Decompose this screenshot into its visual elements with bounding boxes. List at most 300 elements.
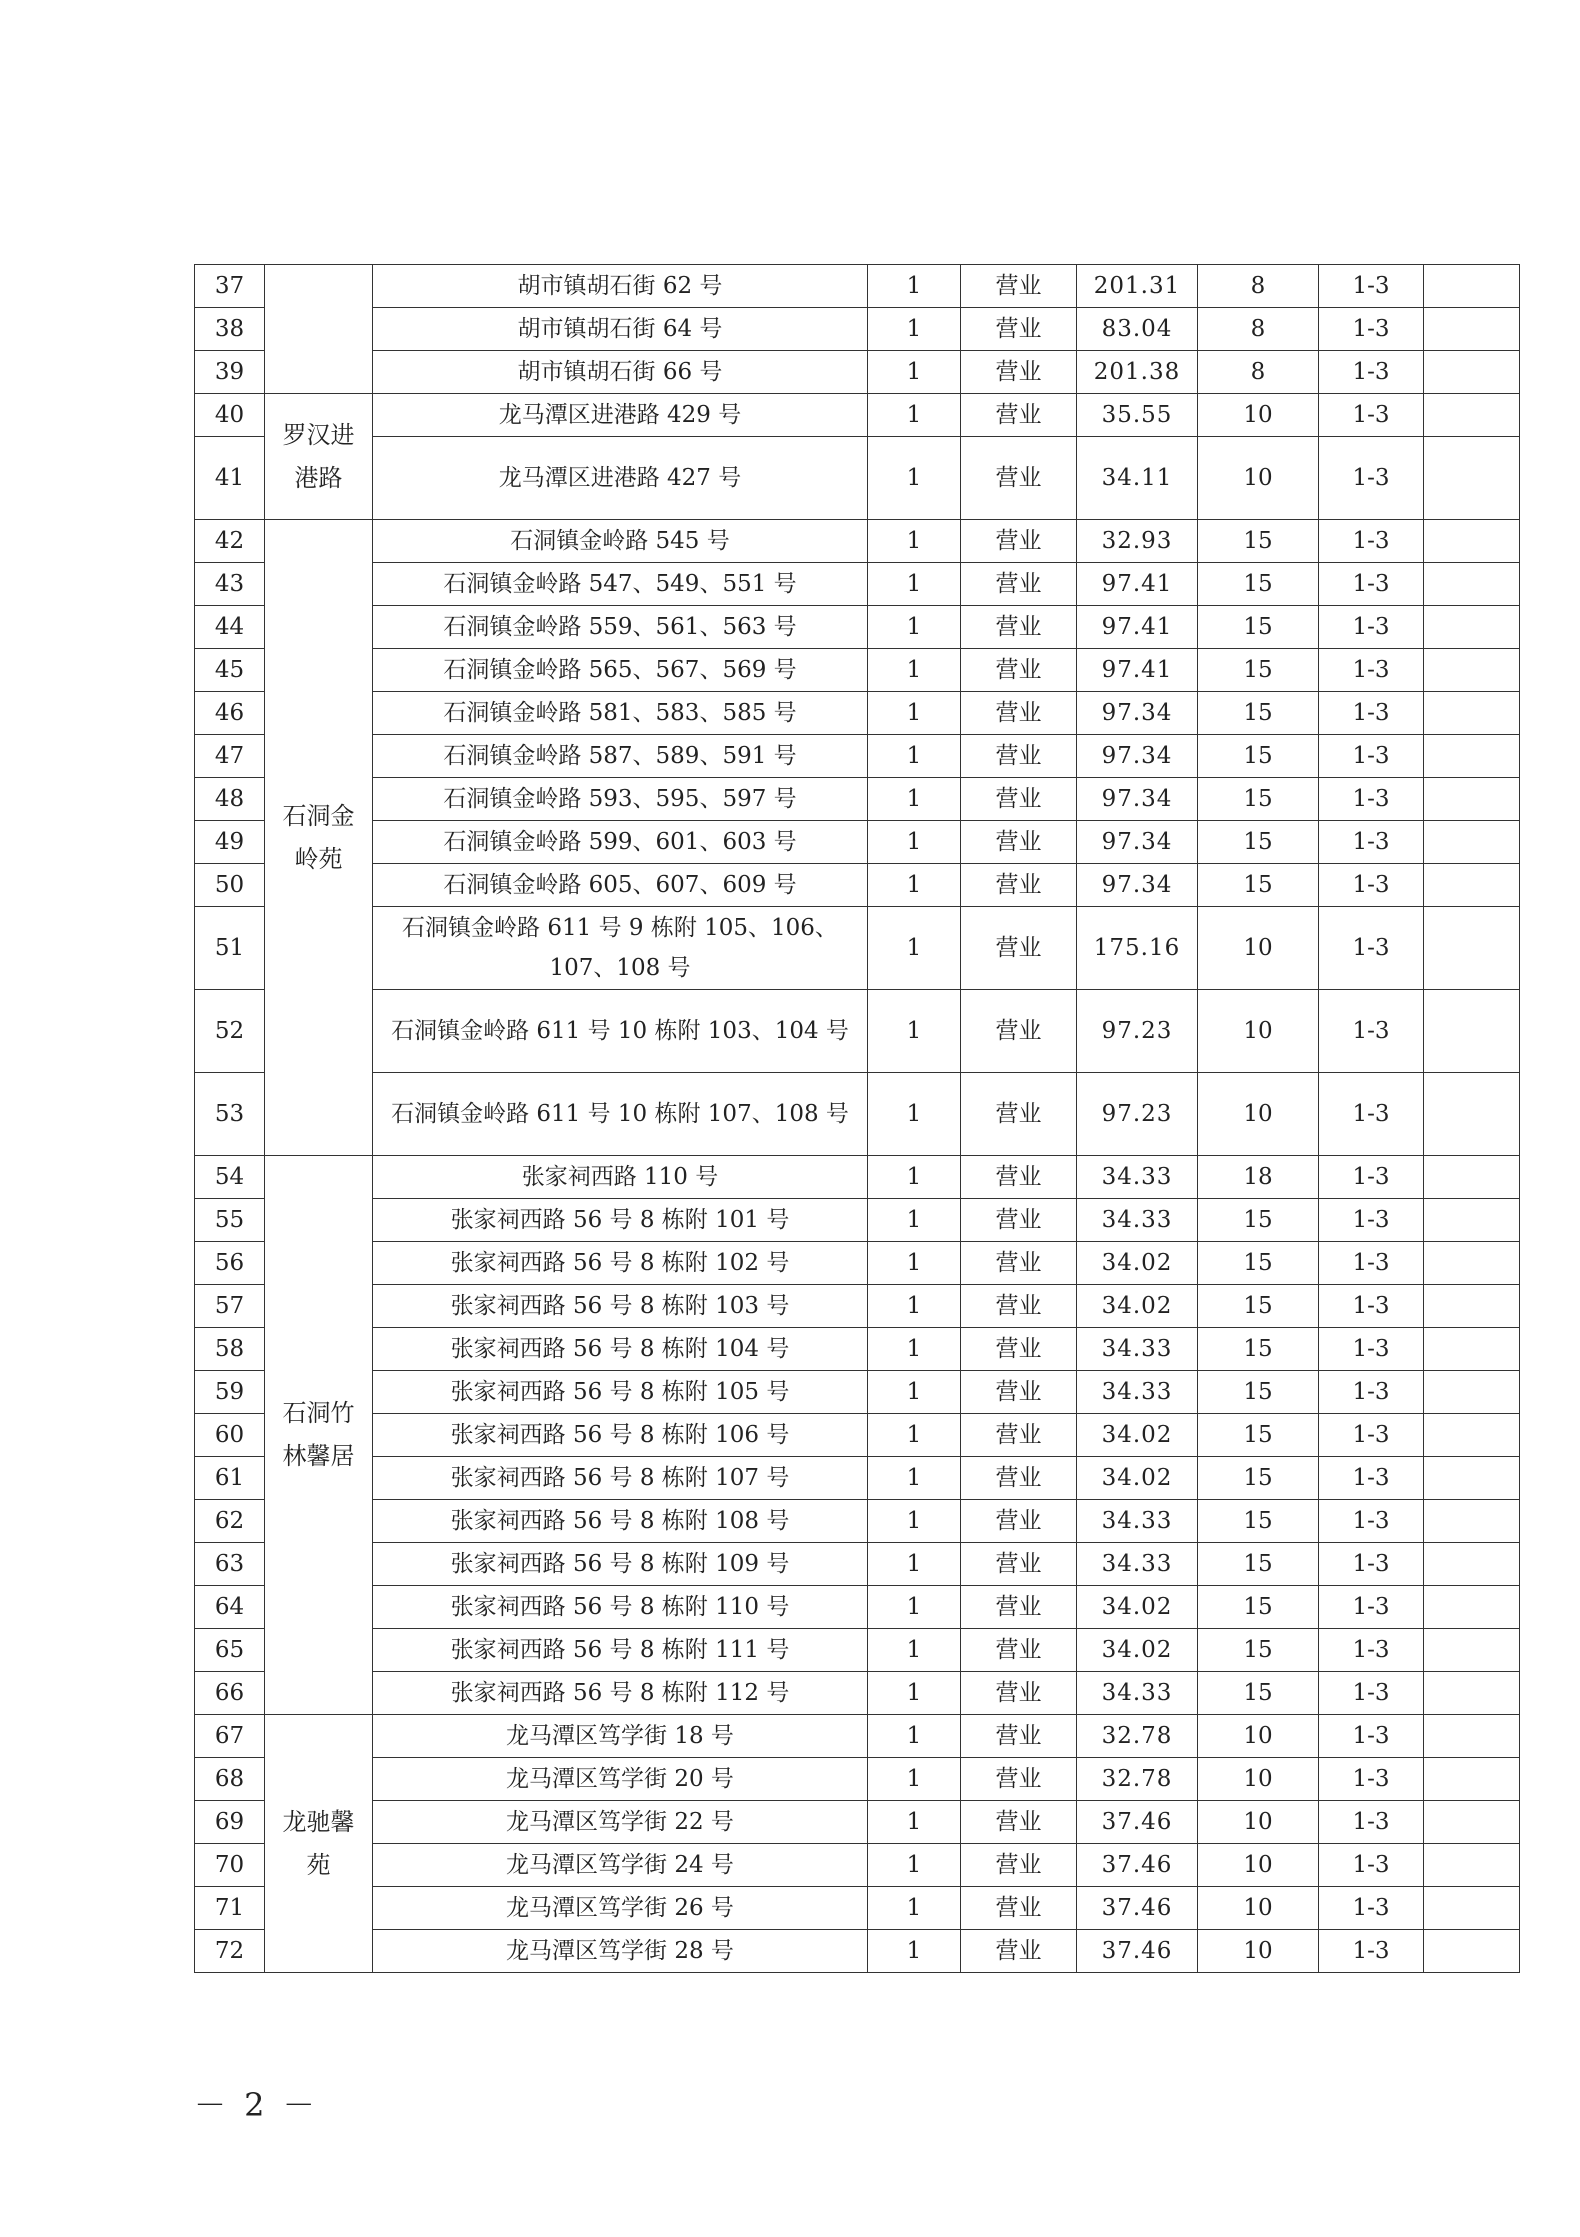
quantity-cell: 1 bbox=[868, 1414, 961, 1457]
rent-cell: 15 bbox=[1198, 1371, 1319, 1414]
table-row bbox=[195, 606, 1520, 649]
term-cell: 1-3 bbox=[1319, 1156, 1424, 1199]
term-cell: 1-3 bbox=[1319, 1629, 1424, 1672]
row-number-cell: 40 bbox=[195, 394, 265, 437]
area-cell: 97.34 bbox=[1077, 692, 1198, 735]
group-name-cell bbox=[265, 265, 373, 394]
rent-cell: 15 bbox=[1198, 1672, 1319, 1715]
usage-cell: 营业 bbox=[961, 1887, 1077, 1930]
address-cell: 石洞镇金岭路 547、549、551 号 bbox=[373, 563, 868, 606]
quantity-cell: 1 bbox=[868, 864, 961, 907]
table-row bbox=[195, 1242, 1520, 1285]
address-cell: 张家祠西路 56 号 8 栋附 109 号 bbox=[373, 1543, 868, 1586]
row-number-cell: 63 bbox=[195, 1543, 265, 1586]
row-number-cell: 65 bbox=[195, 1629, 265, 1672]
term-cell: 1-3 bbox=[1319, 649, 1424, 692]
row-number-cell: 53 bbox=[195, 1073, 265, 1156]
usage-cell: 营业 bbox=[961, 1715, 1077, 1758]
usage-cell: 营业 bbox=[961, 1758, 1077, 1801]
rent-cell: 15 bbox=[1198, 649, 1319, 692]
row-number-cell: 49 bbox=[195, 821, 265, 864]
rent-cell: 8 bbox=[1198, 265, 1319, 308]
table-row bbox=[195, 437, 1520, 520]
usage-cell: 营业 bbox=[961, 1328, 1077, 1371]
note-cell bbox=[1424, 520, 1520, 563]
rent-cell: 15 bbox=[1198, 606, 1319, 649]
address-cell: 张家祠西路 56 号 8 栋附 103 号 bbox=[373, 1285, 868, 1328]
row-number-cell: 51 bbox=[195, 907, 265, 990]
table-row bbox=[195, 778, 1520, 821]
rent-cell: 10 bbox=[1198, 1887, 1319, 1930]
term-cell: 1-3 bbox=[1319, 1844, 1424, 1887]
address-cell: 龙马潭区笃学街 22 号 bbox=[373, 1801, 868, 1844]
area-cell: 37.46 bbox=[1077, 1801, 1198, 1844]
address-cell: 张家祠西路 56 号 8 栋附 110 号 bbox=[373, 1586, 868, 1629]
term-cell: 1-3 bbox=[1319, 778, 1424, 821]
address-cell: 石洞镇金岭路 559、561、563 号 bbox=[373, 606, 868, 649]
row-number-cell: 64 bbox=[195, 1586, 265, 1629]
area-cell: 97.23 bbox=[1077, 990, 1198, 1073]
area-cell: 97.34 bbox=[1077, 778, 1198, 821]
usage-cell: 营业 bbox=[961, 563, 1077, 606]
usage-cell: 营业 bbox=[961, 1242, 1077, 1285]
note-cell bbox=[1424, 1457, 1520, 1500]
note-cell bbox=[1424, 990, 1520, 1073]
quantity-cell: 1 bbox=[868, 351, 961, 394]
area-cell: 34.02 bbox=[1077, 1586, 1198, 1629]
rent-cell: 10 bbox=[1198, 1801, 1319, 1844]
term-cell: 1-3 bbox=[1319, 1930, 1424, 1973]
address-cell: 龙马潭区进港路 429 号 bbox=[373, 394, 868, 437]
usage-cell: 营业 bbox=[961, 606, 1077, 649]
area-cell: 35.55 bbox=[1077, 394, 1198, 437]
table-row bbox=[195, 1930, 1520, 1973]
rent-cell: 10 bbox=[1198, 1844, 1319, 1887]
rent-cell: 15 bbox=[1198, 1328, 1319, 1371]
table-row bbox=[195, 735, 1520, 778]
term-cell: 1-3 bbox=[1319, 1199, 1424, 1242]
rent-cell: 15 bbox=[1198, 1199, 1319, 1242]
address-cell: 张家祠西路 56 号 8 栋附 112 号 bbox=[373, 1672, 868, 1715]
note-cell bbox=[1424, 692, 1520, 735]
term-cell: 1-3 bbox=[1319, 1285, 1424, 1328]
note-cell bbox=[1424, 1371, 1520, 1414]
note-cell bbox=[1424, 1758, 1520, 1801]
row-number-cell: 57 bbox=[195, 1285, 265, 1328]
usage-cell: 营业 bbox=[961, 649, 1077, 692]
table-row bbox=[195, 1629, 1520, 1672]
term-cell: 1-3 bbox=[1319, 1672, 1424, 1715]
term-cell: 1-3 bbox=[1319, 735, 1424, 778]
table-row bbox=[195, 265, 1520, 308]
address-cell: 石洞镇金岭路 611 号 10 栋附 103、104 号 bbox=[373, 990, 868, 1073]
quantity-cell: 1 bbox=[868, 1242, 961, 1285]
group-name-cell: 龙驰馨苑 bbox=[265, 1715, 373, 1973]
usage-cell: 营业 bbox=[961, 907, 1077, 990]
area-cell: 32.78 bbox=[1077, 1715, 1198, 1758]
usage-cell: 营业 bbox=[961, 1156, 1077, 1199]
area-cell: 34.33 bbox=[1077, 1328, 1198, 1371]
term-cell: 1-3 bbox=[1319, 265, 1424, 308]
table-row bbox=[195, 821, 1520, 864]
note-cell bbox=[1424, 1672, 1520, 1715]
usage-cell: 营业 bbox=[961, 308, 1077, 351]
area-cell: 34.02 bbox=[1077, 1457, 1198, 1500]
row-number-cell: 60 bbox=[195, 1414, 265, 1457]
note-cell bbox=[1424, 649, 1520, 692]
quantity-cell: 1 bbox=[868, 520, 961, 563]
term-cell: 1-3 bbox=[1319, 821, 1424, 864]
address-cell: 龙马潭区笃学街 26 号 bbox=[373, 1887, 868, 1930]
area-cell: 97.41 bbox=[1077, 563, 1198, 606]
row-number-cell: 52 bbox=[195, 990, 265, 1073]
area-cell: 34.02 bbox=[1077, 1285, 1198, 1328]
term-cell: 1-3 bbox=[1319, 394, 1424, 437]
row-number-cell: 68 bbox=[195, 1758, 265, 1801]
usage-cell: 营业 bbox=[961, 1930, 1077, 1973]
rent-cell: 15 bbox=[1198, 821, 1319, 864]
usage-cell: 营业 bbox=[961, 1586, 1077, 1629]
row-number-cell: 47 bbox=[195, 735, 265, 778]
area-cell: 97.41 bbox=[1077, 649, 1198, 692]
address-cell: 石洞镇金岭路 565、567、569 号 bbox=[373, 649, 868, 692]
note-cell bbox=[1424, 1586, 1520, 1629]
usage-cell: 营业 bbox=[961, 1500, 1077, 1543]
address-cell: 胡市镇胡石街 62 号 bbox=[373, 265, 868, 308]
usage-cell: 营业 bbox=[961, 1844, 1077, 1887]
term-cell: 1-3 bbox=[1319, 1500, 1424, 1543]
address-cell: 龙马潭区笃学街 20 号 bbox=[373, 1758, 868, 1801]
row-number-cell: 67 bbox=[195, 1715, 265, 1758]
quantity-cell: 1 bbox=[868, 308, 961, 351]
note-cell bbox=[1424, 606, 1520, 649]
quantity-cell: 1 bbox=[868, 1328, 961, 1371]
rent-cell: 10 bbox=[1198, 907, 1319, 990]
row-number-cell: 37 bbox=[195, 265, 265, 308]
area-cell: 34.02 bbox=[1077, 1629, 1198, 1672]
quantity-cell: 1 bbox=[868, 1586, 961, 1629]
row-number-cell: 46 bbox=[195, 692, 265, 735]
quantity-cell: 1 bbox=[868, 1715, 961, 1758]
rent-cell: 15 bbox=[1198, 778, 1319, 821]
note-cell bbox=[1424, 907, 1520, 990]
row-number-cell: 61 bbox=[195, 1457, 265, 1500]
quantity-cell: 1 bbox=[868, 821, 961, 864]
rent-cell: 10 bbox=[1198, 1073, 1319, 1156]
note-cell bbox=[1424, 1285, 1520, 1328]
note-cell bbox=[1424, 437, 1520, 520]
area-cell: 37.46 bbox=[1077, 1930, 1198, 1973]
row-number-cell: 41 bbox=[195, 437, 265, 520]
usage-cell: 营业 bbox=[961, 735, 1077, 778]
area-cell: 201.38 bbox=[1077, 351, 1198, 394]
note-cell bbox=[1424, 1715, 1520, 1758]
quantity-cell: 1 bbox=[868, 1543, 961, 1586]
area-cell: 34.33 bbox=[1077, 1371, 1198, 1414]
table-row bbox=[195, 351, 1520, 394]
quantity-cell: 1 bbox=[868, 1457, 961, 1500]
address-cell: 石洞镇金岭路 599、601、603 号 bbox=[373, 821, 868, 864]
quantity-cell: 1 bbox=[868, 265, 961, 308]
table-row bbox=[195, 1844, 1520, 1887]
rent-cell: 10 bbox=[1198, 394, 1319, 437]
usage-cell: 营业 bbox=[961, 1371, 1077, 1414]
area-cell: 97.34 bbox=[1077, 735, 1198, 778]
quantity-cell: 1 bbox=[868, 1156, 961, 1199]
usage-cell: 营业 bbox=[961, 1801, 1077, 1844]
address-cell: 张家祠西路 56 号 8 栋附 111 号 bbox=[373, 1629, 868, 1672]
note-cell bbox=[1424, 1844, 1520, 1887]
area-cell: 34.33 bbox=[1077, 1672, 1198, 1715]
term-cell: 1-3 bbox=[1319, 1543, 1424, 1586]
row-number-cell: 62 bbox=[195, 1500, 265, 1543]
rent-cell: 10 bbox=[1198, 1715, 1319, 1758]
usage-cell: 营业 bbox=[961, 437, 1077, 520]
rent-cell: 15 bbox=[1198, 563, 1319, 606]
rent-cell: 15 bbox=[1198, 1500, 1319, 1543]
table-row bbox=[195, 990, 1520, 1073]
usage-cell: 营业 bbox=[961, 1414, 1077, 1457]
term-cell: 1-3 bbox=[1319, 351, 1424, 394]
page-number: － 2 － bbox=[194, 2086, 319, 2124]
note-cell bbox=[1424, 1801, 1520, 1844]
table-row bbox=[195, 1543, 1520, 1586]
row-number-cell: 58 bbox=[195, 1328, 265, 1371]
rent-cell: 15 bbox=[1198, 692, 1319, 735]
address-cell: 张家祠西路 56 号 8 栋附 101 号 bbox=[373, 1199, 868, 1242]
note-cell bbox=[1424, 1543, 1520, 1586]
term-cell: 1-3 bbox=[1319, 1758, 1424, 1801]
row-number-cell: 44 bbox=[195, 606, 265, 649]
quantity-cell: 1 bbox=[868, 1758, 961, 1801]
rent-cell: 15 bbox=[1198, 1414, 1319, 1457]
term-cell: 1-3 bbox=[1319, 990, 1424, 1073]
address-cell: 龙马潭区笃学街 18 号 bbox=[373, 1715, 868, 1758]
area-cell: 34.02 bbox=[1077, 1242, 1198, 1285]
rent-cell: 8 bbox=[1198, 308, 1319, 351]
usage-cell: 营业 bbox=[961, 692, 1077, 735]
term-cell: 1-3 bbox=[1319, 1242, 1424, 1285]
term-cell: 1-3 bbox=[1319, 1457, 1424, 1500]
note-cell bbox=[1424, 1199, 1520, 1242]
rent-cell: 15 bbox=[1198, 1543, 1319, 1586]
term-cell: 1-3 bbox=[1319, 1801, 1424, 1844]
table-row bbox=[195, 1199, 1520, 1242]
area-cell: 97.34 bbox=[1077, 864, 1198, 907]
rent-cell: 15 bbox=[1198, 1629, 1319, 1672]
note-cell bbox=[1424, 1414, 1520, 1457]
address-cell: 龙马潭区进港路 427 号 bbox=[373, 437, 868, 520]
note-cell bbox=[1424, 735, 1520, 778]
quantity-cell: 1 bbox=[868, 1930, 961, 1973]
rent-cell: 18 bbox=[1198, 1156, 1319, 1199]
usage-cell: 营业 bbox=[961, 990, 1077, 1073]
quantity-cell: 1 bbox=[868, 990, 961, 1073]
note-cell bbox=[1424, 821, 1520, 864]
table-row bbox=[195, 692, 1520, 735]
term-cell: 1-3 bbox=[1319, 308, 1424, 351]
row-number-cell: 42 bbox=[195, 520, 265, 563]
table-row bbox=[195, 1457, 1520, 1500]
rent-cell: 15 bbox=[1198, 1457, 1319, 1500]
row-number-cell: 69 bbox=[195, 1801, 265, 1844]
term-cell: 1-3 bbox=[1319, 1887, 1424, 1930]
term-cell: 1-3 bbox=[1319, 1715, 1424, 1758]
address-cell: 张家祠西路 56 号 8 栋附 104 号 bbox=[373, 1328, 868, 1371]
note-cell bbox=[1424, 563, 1520, 606]
area-cell: 37.46 bbox=[1077, 1887, 1198, 1930]
quantity-cell: 1 bbox=[868, 1371, 961, 1414]
property-listing-table bbox=[194, 264, 1520, 1973]
table-row bbox=[195, 1414, 1520, 1457]
area-cell: 83.04 bbox=[1077, 308, 1198, 351]
note-cell bbox=[1424, 265, 1520, 308]
usage-cell: 营业 bbox=[961, 1073, 1077, 1156]
note-cell bbox=[1424, 1887, 1520, 1930]
area-cell: 34.33 bbox=[1077, 1543, 1198, 1586]
usage-cell: 营业 bbox=[961, 864, 1077, 907]
address-cell: 龙马潭区笃学街 24 号 bbox=[373, 1844, 868, 1887]
row-number-cell: 39 bbox=[195, 351, 265, 394]
usage-cell: 营业 bbox=[961, 1672, 1077, 1715]
table-row bbox=[195, 1715, 1520, 1758]
rent-cell: 15 bbox=[1198, 520, 1319, 563]
address-cell: 石洞镇金岭路 593、595、597 号 bbox=[373, 778, 868, 821]
note-cell bbox=[1424, 1930, 1520, 1973]
note-cell bbox=[1424, 1073, 1520, 1156]
area-cell: 32.78 bbox=[1077, 1758, 1198, 1801]
note-cell bbox=[1424, 778, 1520, 821]
quantity-cell: 1 bbox=[868, 606, 961, 649]
term-cell: 1-3 bbox=[1319, 1586, 1424, 1629]
area-cell: 201.31 bbox=[1077, 265, 1198, 308]
row-number-cell: 72 bbox=[195, 1930, 265, 1973]
usage-cell: 营业 bbox=[961, 821, 1077, 864]
term-cell: 1-3 bbox=[1319, 1371, 1424, 1414]
rent-cell: 8 bbox=[1198, 351, 1319, 394]
area-cell: 37.46 bbox=[1077, 1844, 1198, 1887]
term-cell: 1-3 bbox=[1319, 520, 1424, 563]
area-cell: 175.16 bbox=[1077, 907, 1198, 990]
quantity-cell: 1 bbox=[868, 1073, 961, 1156]
address-cell: 石洞镇金岭路 545 号 bbox=[373, 520, 868, 563]
row-number-cell: 71 bbox=[195, 1887, 265, 1930]
address-cell: 张家祠西路 56 号 8 栋附 102 号 bbox=[373, 1242, 868, 1285]
table-row bbox=[195, 563, 1520, 606]
table-row bbox=[195, 1285, 1520, 1328]
address-cell: 石洞镇金岭路 581、583、585 号 bbox=[373, 692, 868, 735]
area-cell: 34.33 bbox=[1077, 1500, 1198, 1543]
usage-cell: 营业 bbox=[961, 778, 1077, 821]
usage-cell: 营业 bbox=[961, 1543, 1077, 1586]
row-number-cell: 54 bbox=[195, 1156, 265, 1199]
rent-cell: 10 bbox=[1198, 1930, 1319, 1973]
address-cell: 张家祠西路 56 号 8 栋附 105 号 bbox=[373, 1371, 868, 1414]
term-cell: 1-3 bbox=[1319, 1414, 1424, 1457]
term-cell: 1-3 bbox=[1319, 437, 1424, 520]
table-row bbox=[195, 308, 1520, 351]
row-number-cell: 56 bbox=[195, 1242, 265, 1285]
group-name-cell: 罗汉进港路 bbox=[265, 394, 373, 520]
note-cell bbox=[1424, 1156, 1520, 1199]
rent-cell: 10 bbox=[1198, 1758, 1319, 1801]
quantity-cell: 1 bbox=[868, 1672, 961, 1715]
rent-cell: 15 bbox=[1198, 1586, 1319, 1629]
term-cell: 1-3 bbox=[1319, 1328, 1424, 1371]
table-row bbox=[195, 1801, 1520, 1844]
area-cell: 34.11 bbox=[1077, 437, 1198, 520]
term-cell: 1-3 bbox=[1319, 1073, 1424, 1156]
table-row bbox=[195, 649, 1520, 692]
rent-cell: 15 bbox=[1198, 1285, 1319, 1328]
table-body bbox=[195, 265, 1520, 1973]
table-row bbox=[195, 1758, 1520, 1801]
rent-cell: 10 bbox=[1198, 437, 1319, 520]
quantity-cell: 1 bbox=[868, 394, 961, 437]
table-row bbox=[195, 1073, 1520, 1156]
usage-cell: 营业 bbox=[961, 1199, 1077, 1242]
term-cell: 1-3 bbox=[1319, 606, 1424, 649]
note-cell bbox=[1424, 308, 1520, 351]
quantity-cell: 1 bbox=[868, 735, 961, 778]
quantity-cell: 1 bbox=[868, 692, 961, 735]
address-cell: 张家祠西路 56 号 8 栋附 107 号 bbox=[373, 1457, 868, 1500]
note-cell bbox=[1424, 394, 1520, 437]
usage-cell: 营业 bbox=[961, 520, 1077, 563]
address-cell: 石洞镇金岭路 587、589、591 号 bbox=[373, 735, 868, 778]
quantity-cell: 1 bbox=[868, 1801, 961, 1844]
table-row bbox=[195, 1156, 1520, 1199]
rent-cell: 15 bbox=[1198, 1242, 1319, 1285]
table-row bbox=[195, 1586, 1520, 1629]
quantity-cell: 1 bbox=[868, 649, 961, 692]
table-row bbox=[195, 864, 1520, 907]
area-cell: 32.93 bbox=[1077, 520, 1198, 563]
table-row bbox=[195, 1500, 1520, 1543]
note-cell bbox=[1424, 864, 1520, 907]
table-row bbox=[195, 520, 1520, 563]
group-name-cell: 石洞竹林馨居 bbox=[265, 1156, 373, 1715]
quantity-cell: 1 bbox=[868, 1844, 961, 1887]
usage-cell: 营业 bbox=[961, 394, 1077, 437]
rent-cell: 10 bbox=[1198, 990, 1319, 1073]
quantity-cell: 1 bbox=[868, 1285, 961, 1328]
area-cell: 34.33 bbox=[1077, 1156, 1198, 1199]
term-cell: 1-3 bbox=[1319, 907, 1424, 990]
quantity-cell: 1 bbox=[868, 1199, 961, 1242]
address-cell: 龙马潭区笃学街 28 号 bbox=[373, 1930, 868, 1973]
area-cell: 34.33 bbox=[1077, 1199, 1198, 1242]
address-cell: 胡市镇胡石街 66 号 bbox=[373, 351, 868, 394]
table-row bbox=[195, 1328, 1520, 1371]
area-cell: 97.41 bbox=[1077, 606, 1198, 649]
quantity-cell: 1 bbox=[868, 1887, 961, 1930]
usage-cell: 营业 bbox=[961, 265, 1077, 308]
area-cell: 97.34 bbox=[1077, 821, 1198, 864]
quantity-cell: 1 bbox=[868, 1500, 961, 1543]
note-cell bbox=[1424, 1629, 1520, 1672]
usage-cell: 营业 bbox=[961, 1285, 1077, 1328]
row-number-cell: 38 bbox=[195, 308, 265, 351]
table-row bbox=[195, 907, 1520, 990]
note-cell bbox=[1424, 1242, 1520, 1285]
usage-cell: 营业 bbox=[961, 1457, 1077, 1500]
quantity-cell: 1 bbox=[868, 1629, 961, 1672]
quantity-cell: 1 bbox=[868, 907, 961, 990]
quantity-cell: 1 bbox=[868, 437, 961, 520]
group-name-cell: 石洞金岭苑 bbox=[265, 520, 373, 1156]
address-cell: 石洞镇金岭路 605、607、609 号 bbox=[373, 864, 868, 907]
